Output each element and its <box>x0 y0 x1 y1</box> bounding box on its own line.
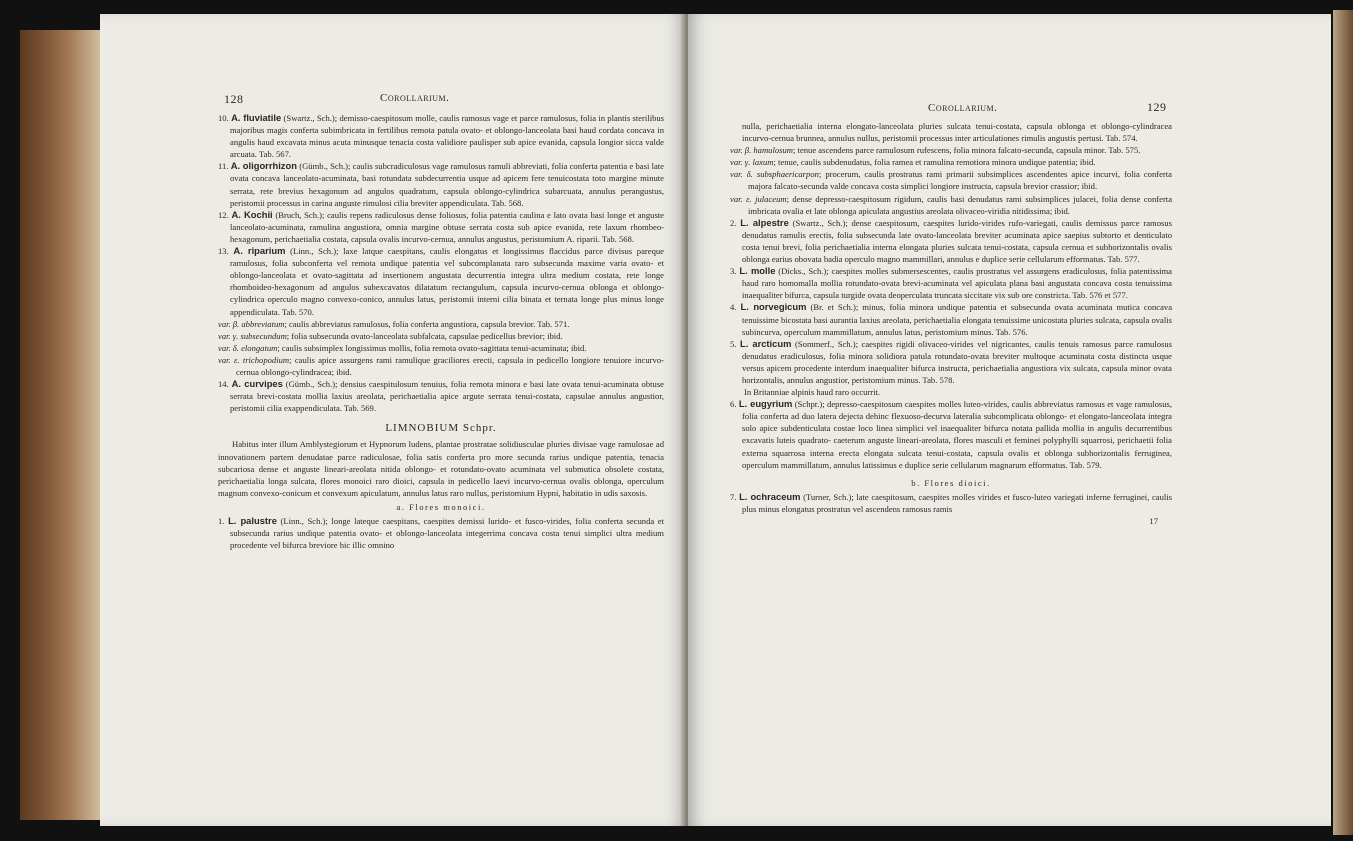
continuation-text: nulla, perichaetialia interna elongato-lanceolata pluries sulcata tenui-costata, capsula oblonga et oblongo-cylindracea incurvo-cernua brunnea, annulus nullus, peristomii processus inter articulationes rimulis angustis pertusi. Tab. 574. <box>742 121 1172 144</box>
entry-11: 11. A. oligorrhizon (Gümb., Sch.); caulis subcradiculosus vage ramulosus ramuli abbreviati, folia conferta patentia e basi late ovata concava lanceolato-acuminata, basi rotundata subdecurrentia usque ad apicem fere tenuicostata toto margine minute serrata, rete brevius hexagonum ad angulos quadratum, capsula oblongo-cylindrica subarcuata, annulus perangustus, peristomii processus in carina anguste rimulosi cilia breviter appendiculata. Tab. 568. <box>218 160 665 208</box>
left-page <box>100 14 686 826</box>
britannia-note: In Britanniae alpinis haud raro occurrit. <box>744 387 881 398</box>
entry-l7: 7. L. ochraceum (Turner, Sch.); late caespitosum, caespites molles virides et fusco-luteo variegati inferne ferruginei, caulis plus minus elongatus prostratus vel ascendens ramosus ramis <box>730 490 1172 514</box>
entry-l1: 1. L. palustre (Linn., Sch.); longe lateque caespitans, caespites demissi lurido- et fusco-virides, folia conferta secunda et subsecunda rarius undique patentia ovato- et oblongo-lanceolata integerrima concava costa tenui simplici ultra medium procedente vel bifurca breviore hic illic omnino <box>218 515 664 551</box>
entry-l2: 2. L. alpestre (Swartz., Sch.); dense caespitosum, caespites lurido-virides rufo-variegati, caulis demissus parce ramosus denudatus ramulis erectis, folia subsecunda late ovato-lanceolata breviter acuminata apice saepius subtorto et denticulato costa tenui brevi, folia perichaetialia interna elongata pluries sulcata tenui-costata, capsula cernua et subhorizontalis ovalis oblonga earius obovata badia operculo magno mammillari, annulus e duplice serie cellularum efformatus. Tab. 577. <box>730 216 1172 265</box>
variety-julaceum: var. ε. julaceum; dense depresso-caespitosum rigidum, caulis basi denudatus rami subsimplices julacei, folia dense conferta imbricata ovalia et late oblonga apiculata angustius areolata olivaceo-viridia nitidissima; ibid. <box>730 193 1173 216</box>
variety-laxum: var. γ. laxum; tenue, caulis subdenudatus, folia ramea et ramulina remotiora minora undique patentia; ibid. <box>730 157 1096 168</box>
entry-l3: 3. L. molle (Dicks., Sch.); caespites molles submersescentes, caulis prostratus vel assurgens eradiculosus, folia patentissima haud raro homomalla mollia rotundato-ovata brevi-acuminata vel apiculata plana basi angustata concava costa tenuissima inaequaliter bifurca, capsula turgide ovata deoperculata truncata siccitate vix sub ore constricta. Tab. 576 et 577. <box>730 265 1172 301</box>
variety-trichopodium: var. ε. trichopodium; caulis apice assurgens rami ramulique graciliores erecti, capsula in pedicello longiore tenuiore incurvo-cernua oblongo-cylindracea; ibid. <box>218 354 664 377</box>
subsection-dioici: b. Flores dioici. <box>911 477 991 488</box>
variety-subsphaericarpon: var. δ. subsphaericarpon; procerum, caulis prostratus rami primarii subsimplices ascendentes apice incurvi, folia conferta majora falcato-secunda valde concava costa simplici longiore instructa, capsula brevior crassior; ibid. <box>730 169 1172 192</box>
genus-description: Habitus inter illum Amblystegiorum et Hypnorum ludens, plantae prostratae solidiusculae pluries divisae vage ramulosae ad innovationem partem denudatae parce radiculosae, folia satis conferta pro more secunda rarius undique patentia, tenacia subcariosa dense et anguste lineari-areolata nitida oblongo- et rotundato-ovato acuminata vel submutica obsolete costata, perichaetialia longa sulcata, flores monoici raro dioici, capsula in pedicello laevi incurvo-cernua ovalis oblonga, operculum magnum convexo-conicum et convexum apiculatum, annulus latus raro nullus, peristomium Hypni, habitatio in udis saxosis. <box>218 439 664 498</box>
subsection-monoici: a. Flores monoici. <box>396 501 486 512</box>
sheet-signature: 17 <box>1149 516 1158 526</box>
book-edge-left <box>20 30 110 820</box>
genus-heading: LIMNOBIUM Schpr. <box>385 422 497 435</box>
left-page-number: 128 <box>224 92 244 106</box>
entry-12: 12. A. Kochii (Bruch, Sch.); caulis repens radiculosus dense foliosus, folia patentia caulina e lato ovata basi longe et anguste lanceolato-acuminata, ramulina angustiora, omnia margine obtuse serrata costa sub apice evanida, rete laxum rhombeo-hexagonum, perichaetialia costata, capsula ovalis incurvo-cernua, annulus angustus, peristomium A. riparii. Tab. 568. <box>218 208 664 244</box>
entry-10: 10. A. fluviatile (Swartz., Sch.); demisso-caespitosum molle, caulis ramosus vage et parce ramulosus, folia in plantis sterilibus majoribus magis conferta subimbricata in fertilibus remota patula ovato- et oblongo-lanceolata basi haud cordata concava in angulis haud excavata minus acuta minusque tenacia costa validiore paulisper sub apice evanida, capsula longior sicca valde arcuata. Tab. 567. <box>218 112 665 160</box>
variety-subsecundum: var. γ. subsecundum; folia subsecunda ovato-lanceolata subfalcata, capsulae pedicellus brevior; ibid. <box>218 330 563 341</box>
variety-hamulosum: var. β. hamulosum; tenue ascendens parce ramulosum rufescens, folia minora falcato-secunda, capsula minor. Tab. 575. <box>730 145 1141 156</box>
right-page <box>688 14 1331 826</box>
left-text-column <box>218 112 664 551</box>
left-running-head: Corollarium. <box>380 92 450 104</box>
book-edge-right <box>1333 10 1353 835</box>
entry-l4: 4. L. norvegicum (Br. et Sch.); minus, folia minora undique patentia et subsecunda ovata acuminata mutica concava tenuissime bicostata basi aurantia laxius areolata, perichaetialia elongata tenuissime unicostata pluries sulcata, capsula ovalis subincurva, operculum mammillatum, annulus latus, peristomium minus. Tab. 576. <box>730 301 1173 337</box>
right-page-number: 129 <box>1147 100 1167 114</box>
right-text-column <box>730 120 1172 527</box>
variety-abbreviatum: var. β. abbreviatum; caulis abbreviatus ramulosus, folia conferta angustiora, capsula brevior. Tab. 571. <box>218 318 570 329</box>
entry-13: 13. A. riparium (Linn., Sch.); laxe latque caespitans, caulis elongatus et longissimus flaccidus parce divisus pareque ramulosus, folia subconferta vel remota undique patentia vel subcomplanata raro subsecunda maxime varia ovato- et oblongo-lanceolata et ovato-sagittata ad insertionem angustata decurrentia integra ultra medium costata, rete longe rhomboideo-hexagonum ad angulos subexcavatos dilatatum rectangulum, capsula incurvo-cernua oblonga et oblongo-cylindrica operculo magno convexo-conico, annulus latus, peristomii interni cilia binata et ternata longe plus minus longe appendiculata. Tab. 570. <box>218 245 664 317</box>
entry-14: 14. A. curvipes (Gümb., Sch.); densius caespitulosum tenuius, folia remota minora e basi late ovata tenui-acuminata obtuse serrata brevi-costata mollia laxius areolata, perichaetialia apice argute serrata tenui-costata, capsulae annulus angustior, peristomii cilia exappendiculata. Tab. 569. <box>218 378 664 414</box>
right-running-head: Corollarium. <box>928 102 998 114</box>
entry-l5: 5. L. arcticum (Sommerf., Sch.); caespites rigidi olivaceo-virides vel nigricantes, caulis tenuis ramosus parce ramulosus denudatus eradiculosus, folia minora solidiora patula rotundato-ovata breviter multoque acuminata costa distincta usque versus apicem procedente interdum inaequaliter bifurca instructa, perichaetialia angustiora vix sulcata, capsula minor ovata horizontalis, annulus angustior, peristomium minus. Tab. 578. <box>730 337 1173 385</box>
variety-elongatum: var. δ. elongatum; caulis subsimplex longissimus mollis, folia remota ovato-sagittata tenui-acuminata; ibid. <box>218 342 587 353</box>
entry-l6: 6. L. eugyrium (Schpr.); depresso-caespitosum caespites molles luteo-virides, caulis abbreviatus ramosus et vage ramulosus, folia conferta ad duo latera dejecta dehinc flexuoso-decurva lateralia subcomplicata oblongo- et elongato-lanceolata integra solo apice subdenticulata costae loco linea simplici vel inaequaliter bifurca notata pallida mollia in angulis decurrentibus excavatis luteis quadrato- caeterum anguste lineari-areolata, flores masculi et feminei polyphylli squarrosi, perichaetii folia externa squarrosa interna erecta elongata sulcata tenui-costata, capsula ovalis et oblonga subhorizontalis ferruginea, operculum mammillatum, annulus latissimus e duplice serie cellularum magnarum efformatus. Tab. 579. <box>730 398 1172 470</box>
